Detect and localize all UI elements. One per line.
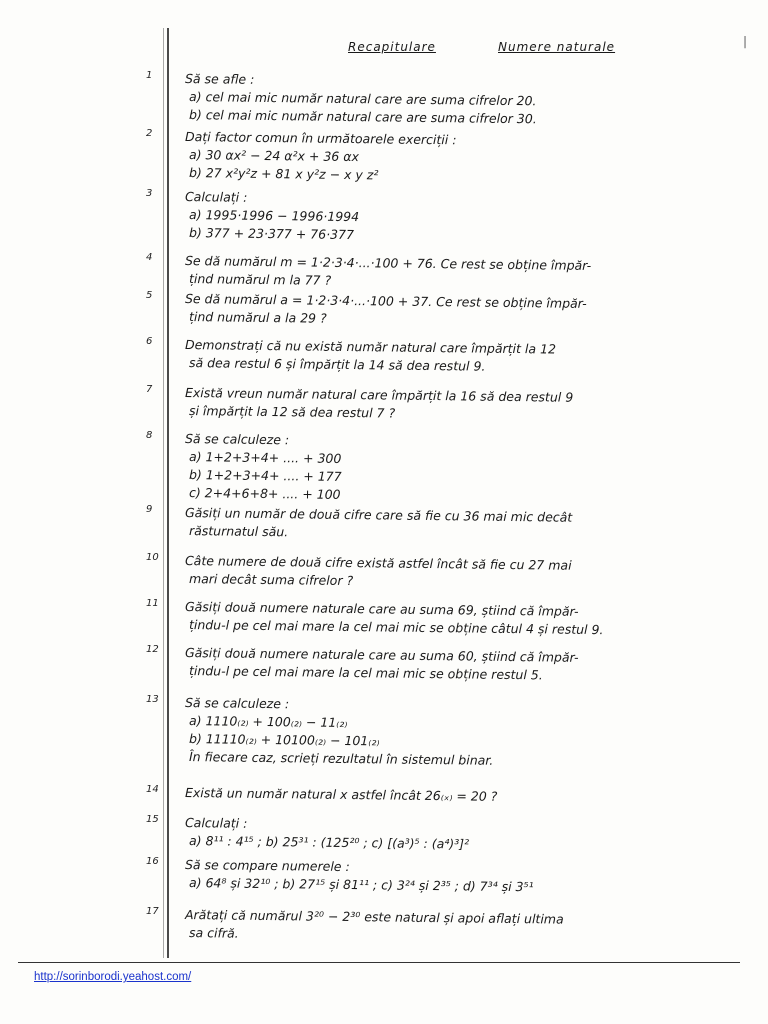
- problem-text: [185, 694, 745, 766]
- problem-line: b) 27 x²y²z + 81 x y²z − x y z²: [188, 165, 379, 183]
- right-edge-mark: |: [743, 34, 748, 48]
- problem-line: a) 1+2+3+4+ .... + 300: [188, 449, 342, 466]
- header-title-right: Numere naturale: [498, 40, 616, 54]
- problem-line: Arătați că numărul 3²⁰ − 2³⁰ este natural și apoi aflați ultima: [184, 907, 564, 927]
- header-title-left: Recapitulare: [348, 40, 436, 54]
- problem-number: 10: [146, 552, 159, 563]
- problem-number: 15: [146, 814, 159, 825]
- problem-number: 9: [146, 504, 153, 515]
- problem-text: [185, 430, 745, 502]
- problem-text: [185, 290, 745, 326]
- problem-line: a) cel mai mic număr natural care are suma cifrelor 20.: [188, 89, 537, 109]
- problem-line: Calculați :: [184, 815, 248, 831]
- problem-line: Găsiți două numere naturale care au suma 69, știind că împăr-: [184, 599, 579, 619]
- problem-line: Să se calculeze :: [184, 431, 290, 448]
- problem-line: b) 377 + 23·377 + 76·377: [188, 225, 355, 243]
- problem-number: 3: [146, 188, 153, 199]
- problem-line: Câte numere de două cifre există astfel încât să fie cu 27 mai: [184, 553, 572, 573]
- problem-line: țindu-l pe cel mai mare la cel mai mic se obține restul 5.: [188, 663, 543, 683]
- problem-text: [185, 384, 745, 420]
- problem-line: a) 8¹¹ : 4¹⁵ ; b) 25³¹ : (125²⁰ ; c) [(a³)⁵ : (a⁴)³]²: [188, 833, 470, 852]
- problem-number: 8: [146, 430, 153, 441]
- problem-line: b) cel mai mic număr natural care are suma cifrelor 30.: [188, 107, 537, 127]
- problem-number: 11: [146, 598, 159, 609]
- problem-line: răsturnatul său.: [188, 523, 289, 540]
- problem-text: [185, 252, 745, 288]
- problem-line: Găsiți un număr de două cifre care să fie cu 36 mai mic decât: [184, 505, 573, 525]
- problem-number: 5: [146, 290, 153, 301]
- problem-number: 7: [146, 384, 153, 395]
- problem-line: Demonstrați că nu există număr natural care împărțit la 12: [184, 337, 557, 357]
- margin-line: [167, 28, 169, 958]
- problem-number: 17: [146, 906, 159, 917]
- problem-text: [184, 598, 745, 638]
- problem-number: 13: [146, 694, 159, 705]
- problem-line: Există un număr natural x astfel încât 26₍ₓ₎ = 20 ?: [184, 785, 498, 804]
- problem-text: [185, 504, 745, 540]
- problem-line: Dați factor comun în următoarele exerciții :: [184, 129, 457, 148]
- problem-line: țind numărul m la 77 ?: [188, 271, 332, 288]
- problem-text: [185, 906, 745, 942]
- problem-text: [185, 784, 745, 802]
- problem-line: c) 2+4+6+8+ .... + 100: [188, 485, 341, 502]
- bottom-rule: [18, 962, 740, 963]
- problem-text: [185, 336, 745, 372]
- problem-line: Să se compare numerele :: [184, 857, 350, 875]
- problem-line: Există vreun număr natural care împărțit la 16 să dea restul 9: [184, 385, 574, 405]
- margin-line-secondary: [163, 28, 164, 958]
- problem-line: b) 11110₍₂₎ + 10100₍₂₎ − 101₍₂₎: [188, 731, 380, 749]
- problem-number: 6: [146, 336, 153, 347]
- problem-line: b) 1+2+3+4+ .... + 177: [188, 467, 342, 484]
- problem-text: [184, 70, 745, 127]
- problem-number: 14: [146, 784, 159, 795]
- problem-line: a) 30 αx² − 24 α²x + 36 αx: [188, 147, 360, 165]
- problem-text: [185, 188, 745, 242]
- problem-number: 2: [146, 128, 153, 139]
- problem-line: a) 1110₍₂₎ + 100₍₂₎ − 11₍₂₎: [188, 713, 348, 730]
- problem-text: [185, 814, 745, 850]
- problem-number: 1: [146, 70, 153, 81]
- problem-text: [184, 644, 745, 683]
- problem-line: mari decât suma cifrelor ?: [188, 571, 354, 589]
- footer-link[interactable]: http://sorinborodi.yeahost.com/: [34, 971, 192, 983]
- problem-line: țind numărul a la 29 ?: [188, 309, 327, 326]
- problem-line: și împărțit la 12 să dea restul 7 ?: [188, 403, 396, 421]
- problem-line: să dea restul 6 și împărțit la 14 să dea restul 9.: [188, 355, 486, 374]
- problem-line: Găsiți două numere naturale care au suma 60, știind că împăr-: [184, 645, 579, 665]
- problem-line: Să se calculeze :: [184, 695, 290, 712]
- problem-line: țindu-l pe cel mai mare la cel mai mic se obține câtul 4 și restul 9.: [188, 617, 604, 638]
- problem-line: sa cifră.: [188, 925, 239, 941]
- problem-text: [185, 552, 745, 588]
- problem-number: 12: [146, 644, 159, 655]
- problem-number: 4: [146, 252, 153, 263]
- problem-text: [185, 128, 745, 182]
- problem-line: În fiecare caz, scrieți rezultatul în sistemul binar.: [188, 749, 494, 768]
- problem-line: Să se afle :: [184, 71, 255, 87]
- problem-line: Calculați :: [184, 189, 248, 205]
- problem-line: a) 1995·1996 − 1996·1994: [188, 207, 360, 225]
- problem-number: 16: [146, 856, 159, 867]
- problem-line: Se dă numărul a = 1·2·3·4·...·100 + 37. Ce rest se obține împăr-: [184, 291, 587, 311]
- problem-text: [184, 856, 745, 895]
- problem-line: a) 64⁸ și 32¹⁰ ; b) 27¹⁵ și 81¹¹ ; c) 3²⁴ și 2³⁵ ; d) 7³⁴ și 3⁵¹: [188, 875, 534, 895]
- problem-line: Se dă numărul m = 1·2·3·4·...·100 + 76. Ce rest se obține împăr-: [184, 253, 592, 273]
